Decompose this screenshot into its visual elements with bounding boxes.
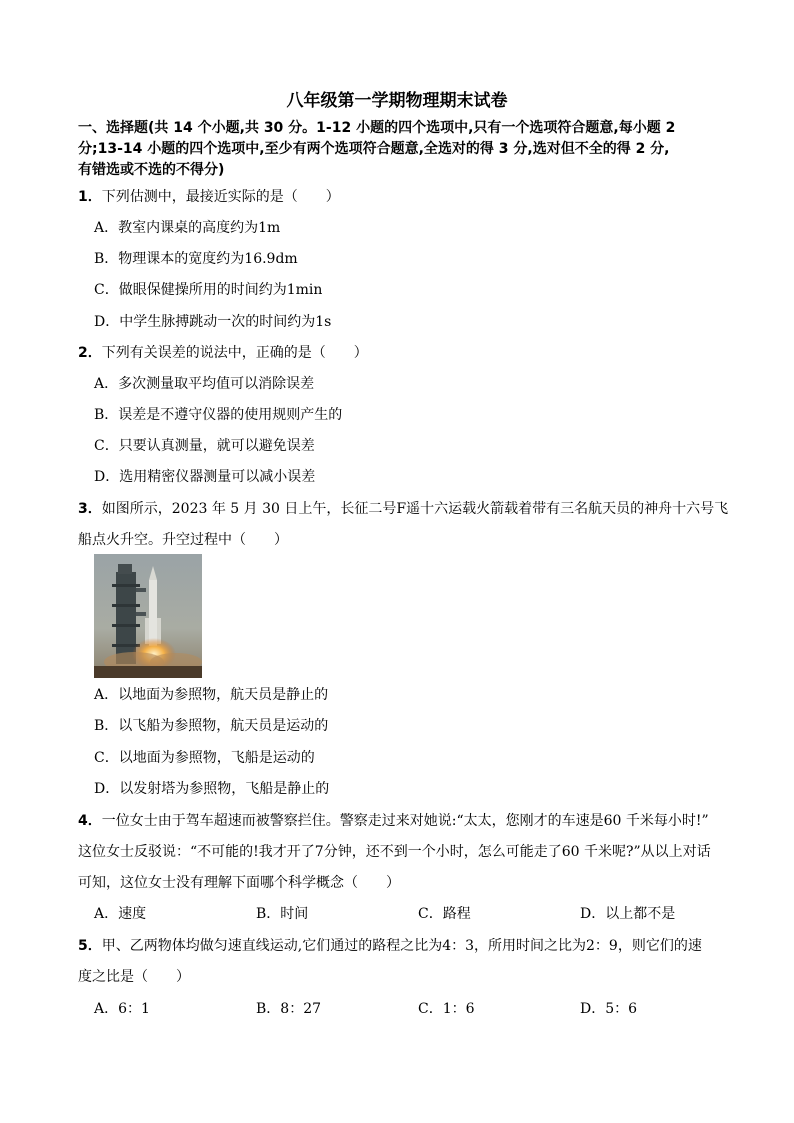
question-4-number: 4． xyxy=(78,813,102,829)
section-line-3: 有错选或不选的不得分) xyxy=(78,162,225,178)
question-5-option-b: B．8：27 xyxy=(256,1001,322,1017)
question-5-option-d: D．5：6 xyxy=(580,1001,638,1017)
section-instructions xyxy=(78,118,750,181)
question-5-stem-line-1 xyxy=(78,935,702,955)
question-4-stem-line-1 xyxy=(78,810,709,830)
question-2-stem xyxy=(78,342,368,362)
question-1-text: 下列估测中，最接近实际的是（ ） xyxy=(101,189,340,205)
question-1-option-d: D．中学生脉搏跳动一次的时间约为1s xyxy=(94,314,332,330)
section-line-2: 分;13-14 小题的四个选项中,至少有两个选项符合题意,全选对的得 3 分,选对但不全的得 2 分, xyxy=(78,141,670,157)
question-3-option-a: A．以地面为参照物，航天员是静止的 xyxy=(94,687,329,703)
question-5-option-a: A．6：1 xyxy=(94,1001,150,1017)
section-line-1: 一、选择题(共 14 个小题,共 30 分。1-12 小题的四个选项中,只有一个选项符合题意,每小题 2 xyxy=(78,120,676,136)
question-2-option-a: A．多次测量取平均值可以消除误差 xyxy=(94,376,315,392)
question-4-text-3: 可知，这位女士没有理解下面哪个科学概念（ ） xyxy=(78,875,400,891)
question-5-number: 5． xyxy=(78,938,102,954)
question-3-option-d: D．以发射塔为参照物，飞船是静止的 xyxy=(94,781,330,797)
question-1-option-b: B．物理课本的宽度约为16.9dm xyxy=(94,251,298,267)
rocket-launch-photo xyxy=(94,554,202,678)
question-3-text-1: 如图所示，2023 年 5 月 30 日上午，长征二号F遥十六运载火箭载着带有三名航天员的神舟十六号飞 xyxy=(101,501,729,517)
question-3-option-c: C．以地面为参照物，飞船是运动的 xyxy=(94,750,315,766)
question-2-option-b: B．误差是不遵守仪器的使用规则产生的 xyxy=(94,407,343,423)
page-title: 八年级第一学期物理期末试卷 xyxy=(286,91,508,111)
question-5-text-1: 甲、乙两物体均做匀速直线运动,它们通过的路程之比为4：3，所用时间之比为2：9，则它们的速 xyxy=(101,938,702,954)
question-5-option-c: C．1：6 xyxy=(418,1001,475,1017)
question-4-text-2: 这位女士反驳说：“不可能的!我才开了7分钟，还不到一个小时，怎么可能走了60 千米呢?”从以上对话 xyxy=(78,844,711,860)
question-1-option-a: A．教室内课桌的高度约为1m xyxy=(94,220,281,236)
question-3-number: 3． xyxy=(78,501,102,517)
question-5-text-2: 度之比是（ ） xyxy=(78,969,190,985)
question-3-option-b: B．以飞船为参照物，航天员是运动的 xyxy=(94,718,329,734)
question-2-text: 下列有关误差的说法中，正确的是（ ） xyxy=(101,345,368,361)
question-3-text-2: 船点火升空。升空过程中（ ） xyxy=(78,532,288,548)
question-3-stem-line-1 xyxy=(78,498,728,518)
question-1-stem xyxy=(78,186,340,206)
question-4-text-1: 一位女士由于驾车超速而被警察拦住。警察走过来对她说:“太太，您刚才的车速是60 千米每小时!” xyxy=(101,813,709,829)
question-4-option-a: A．速度 xyxy=(94,906,147,922)
question-1-number: 1． xyxy=(78,189,102,205)
question-2-option-d: D．选用精密仪器测量可以减小误差 xyxy=(94,469,316,485)
question-4-option-b: B．时间 xyxy=(256,906,309,922)
question-2-number: 2． xyxy=(78,345,102,361)
question-1-option-c: C．做眼保健操所用的时间约为1min xyxy=(94,282,323,298)
question-4-option-c: C．路程 xyxy=(418,906,471,922)
question-2-option-c: C．只要认真测量，就可以避免误差 xyxy=(94,438,315,454)
question-4-option-d: D．以上都不是 xyxy=(580,906,676,922)
